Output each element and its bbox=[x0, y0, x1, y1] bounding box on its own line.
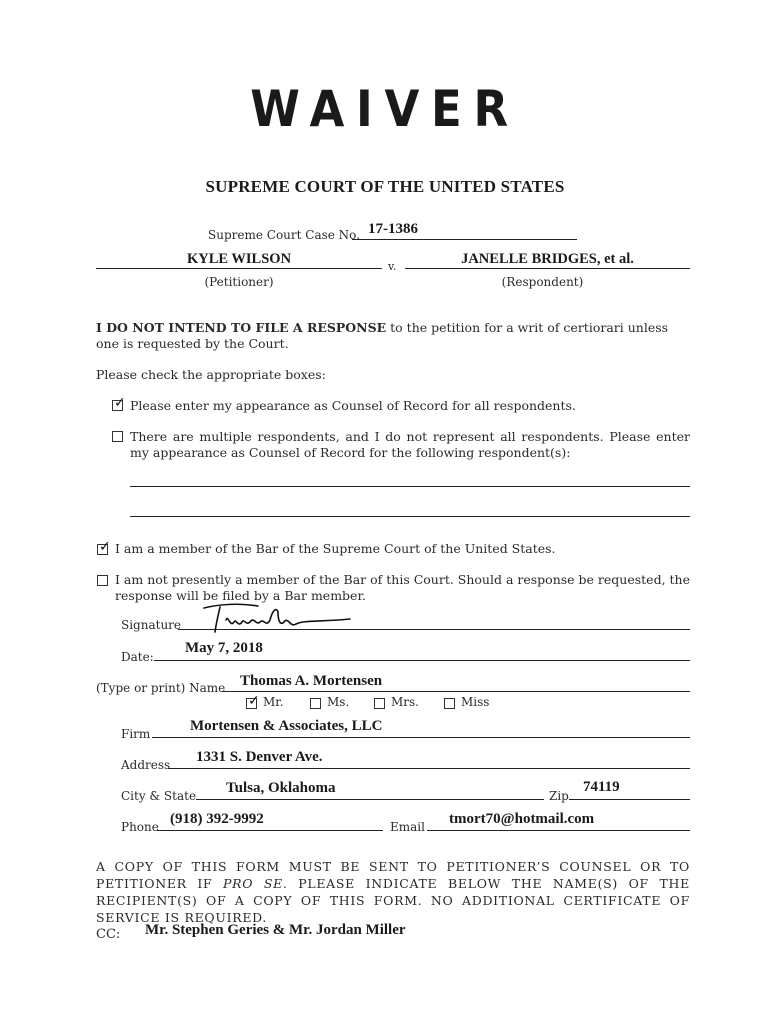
address-field[interactable]: 1331 S. Denver Ave. bbox=[196, 749, 323, 765]
case-number-label: Supreme Court Case No. bbox=[208, 228, 361, 242]
form-title: WAIVER bbox=[250, 80, 520, 138]
intent-bold: I DO NOT INTEND TO FILE A RESPONSE bbox=[96, 320, 387, 335]
signature-image bbox=[200, 598, 360, 636]
petitioner-line bbox=[96, 268, 382, 269]
versus-label: v. bbox=[388, 260, 397, 273]
firm-field[interactable]: Mortensen & Associates, LLC bbox=[190, 718, 383, 734]
name-label: (Type or print) Name bbox=[96, 681, 226, 695]
firm-label: Firm bbox=[121, 727, 151, 741]
address-line bbox=[168, 768, 690, 769]
check-icon: ✓ bbox=[114, 395, 126, 411]
name-field[interactable]: Thomas A. Mortensen bbox=[240, 673, 383, 689]
zip-label: Zip bbox=[549, 789, 569, 803]
title-mrs-label: Mrs. bbox=[391, 695, 419, 709]
signature-label: Signature bbox=[121, 618, 182, 632]
address-label: Address bbox=[121, 758, 171, 772]
check-icon: ✓ bbox=[248, 693, 260, 709]
cc-field[interactable]: Mr. Stephen Geries & Mr. Jordan Miller bbox=[145, 922, 406, 938]
option-bar-member: I am a member of the Bar of the Supreme Court of the United States. bbox=[115, 541, 556, 556]
date-field[interactable]: May 7, 2018 bbox=[185, 640, 263, 656]
email-line bbox=[427, 830, 690, 831]
checkbox-not-bar-member[interactable] bbox=[97, 575, 108, 586]
checkbox-multiple-respondents[interactable] bbox=[112, 431, 123, 442]
check-instructions: Please check the appropriate boxes: bbox=[96, 367, 326, 382]
option-counsel-all-respondents: Please enter my appearance as Counsel of Record for all respondents. bbox=[130, 398, 576, 413]
respondent-line bbox=[405, 268, 690, 269]
notice-part-1: A COPY OF THIS FORM MUST BE SENT TO PETITIONER’S COUNSEL OR TO PETITIONER IF bbox=[96, 859, 690, 891]
zip-line bbox=[569, 799, 690, 800]
date-label: Date: bbox=[121, 650, 154, 664]
phone-field[interactable]: (918) 392-9992 bbox=[170, 811, 264, 827]
city-state-field[interactable]: Tulsa, Oklahoma bbox=[226, 780, 336, 796]
respondent-caption: (Respondent) bbox=[501, 275, 584, 289]
intent-statement bbox=[96, 320, 690, 352]
option-not-bar-member: I am not presently a member of the Bar of this Court. Should a response be requested, the response will be filed by a Bar member. bbox=[115, 572, 690, 603]
title-ms-label: Ms. bbox=[327, 695, 350, 709]
name-line bbox=[222, 691, 690, 692]
petitioner-field[interactable]: KYLE WILSON bbox=[186, 251, 292, 267]
case-number-line bbox=[352, 239, 577, 240]
option-multiple-respondents: There are multiple respondents, and I do not represent all respondents. Please enter my appearance as Counsel of Record for the following respondent(s): bbox=[130, 429, 690, 460]
city-state-line bbox=[196, 799, 544, 800]
checkbox-title-miss[interactable] bbox=[444, 698, 455, 709]
case-number-field[interactable]: 17-1386 bbox=[368, 221, 418, 237]
respondents-line-1[interactable] bbox=[130, 486, 690, 487]
respondent-field[interactable]: JANELLE BRIDGES, et al. bbox=[461, 251, 634, 267]
respondents-line-2[interactable] bbox=[130, 516, 690, 517]
intent-rest: to the petition for a writ of certiorari unless one is requested by the Court. bbox=[96, 320, 669, 351]
checkbox-title-mr[interactable] bbox=[246, 693, 260, 709]
court-name: SUPREME COURT OF THE UNITED STATES bbox=[205, 177, 565, 196]
email-field[interactable]: tmort70@hotmail.com bbox=[449, 811, 595, 827]
service-notice bbox=[96, 858, 690, 926]
email-label: Email bbox=[390, 820, 425, 834]
date-line bbox=[154, 660, 690, 661]
petitioner-caption: (Petitioner) bbox=[204, 275, 274, 289]
city-state-label: City & State bbox=[121, 789, 197, 803]
checkbox-title-mrs[interactable] bbox=[374, 698, 385, 709]
checkbox-counsel-all-respondents[interactable] bbox=[112, 395, 126, 411]
check-icon: ✓ bbox=[99, 539, 111, 555]
notice-pro-se: PRO SE. bbox=[223, 876, 288, 891]
notice-part-2: PLEASE INDICATE BELOW THE NAME(S) OF THE RECIPIENT(S) OF A COPY OF THIS FORM. NO ADDITIONAL CERTIFICATE OF SERVICE IS REQUIRED. bbox=[96, 876, 690, 925]
firm-line bbox=[152, 737, 690, 738]
cc-label: CC: bbox=[96, 927, 121, 942]
phone-line bbox=[157, 830, 383, 831]
zip-field[interactable]: 74119 bbox=[583, 779, 620, 795]
title-mr-label: Mr. bbox=[263, 695, 284, 709]
title-miss-label: Miss bbox=[461, 695, 490, 709]
checkbox-title-ms[interactable] bbox=[310, 698, 321, 709]
checkbox-bar-member[interactable] bbox=[97, 539, 111, 555]
phone-label: Phone bbox=[121, 820, 159, 834]
